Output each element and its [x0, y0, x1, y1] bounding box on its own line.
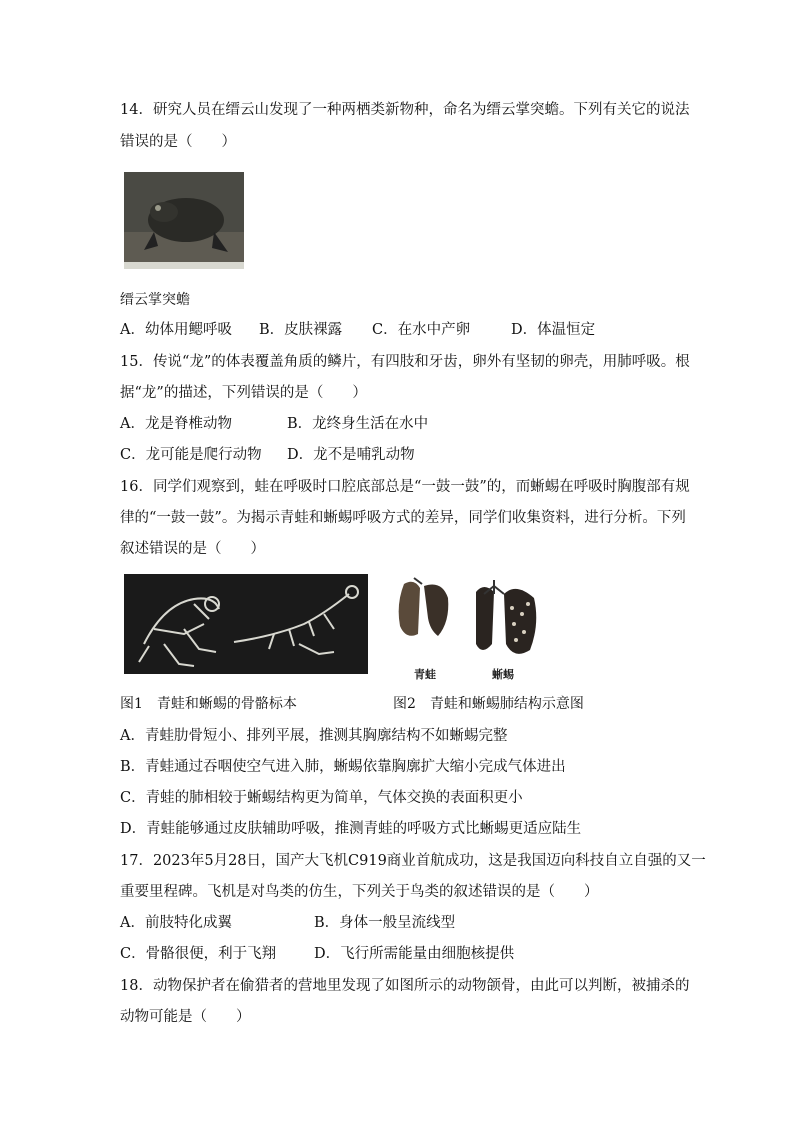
- q18-stem-line2: 动物可能是（ ）: [120, 1009, 251, 1025]
- q16-option-a[interactable]: A．青蛙肋骨短小、排列平展，推测其胸廓结构不如蜥蜴完整: [120, 728, 508, 744]
- q16-stem-line3: 叙述错误的是（ ）: [120, 541, 265, 557]
- q15-stem-line1: 15．传说“龙”的体表覆盖角质的鳞片，有四肢和牙齿，卵外有坚韧的卵壳，用肺呼吸。根: [120, 354, 690, 370]
- q15-option-b[interactable]: B．龙终身生活在水中: [287, 416, 429, 432]
- q14-option-b[interactable]: B．皮肤裸露: [259, 322, 343, 338]
- q17-option-c[interactable]: C．骨骼很便，利于飞翔: [120, 946, 277, 962]
- q17-option-d[interactable]: D．飞行所需能量由细胞核提供: [314, 946, 515, 962]
- q17-stem-line2: 重要里程碑。飞机是对鸟类的仿生，下列关于鸟类的叙述错误的是（ ）: [120, 884, 599, 900]
- skeleton-photo: [124, 574, 368, 674]
- fig2-caption: 图2 青蛙和蜥蜴肺结构示意图: [393, 696, 584, 712]
- q16-stem-line1: 16．同学们观察到，蛙在呼吸时口腔底部总是“一鼓一鼓”的，而蜥蜴在呼吸时胸腹部有规: [120, 479, 690, 495]
- q15-option-a[interactable]: A．龙是脊椎动物: [120, 416, 232, 432]
- q17-option-a[interactable]: A．前肢特化成翼: [120, 915, 232, 931]
- lung-diagram: [384, 574, 544, 682]
- toad-caption: 缙云掌突蟾: [120, 292, 190, 308]
- q16-stem-line2: 律的“一鼓一鼓”。为揭示青蛙和蜥蜴呼吸方式的差异，同学们收集资料，进行分析。下列: [120, 510, 686, 526]
- q14-option-a[interactable]: A．幼体用鳃呼吸: [120, 322, 232, 338]
- lung-image: [384, 574, 544, 666]
- q15-stem-line2: 据“龙”的描述，下列错误的是（ ）: [120, 385, 367, 401]
- q16-option-d[interactable]: D．青蛙能够通过皮肤辅助呼吸，推测青蛙的呼吸方式比蜥蜴更适应陆生: [120, 821, 582, 837]
- q17-option-b[interactable]: B．身体一般呈流线型: [314, 915, 456, 931]
- q18-stem-line1: 18．动物保护者在偷猎者的营地里发现了如图所示的动物颌骨，由此可以判断，被捕杀的: [120, 978, 690, 994]
- q14-stem-line2: 错误的是（ ）: [120, 134, 236, 150]
- q16-option-c[interactable]: C．青蛙的肺相较于蜥蜴结构更为简单，气体交换的表面积更小: [120, 790, 523, 806]
- q14-stem-line1: 14．研究人员在缙云山发现了一种两栖类新物种，命名为缙云掌突蟾。下列有关它的说法: [120, 102, 690, 118]
- q14-option-d[interactable]: D．体温恒定: [511, 322, 596, 338]
- q14-option-c[interactable]: C．在水中产卵: [372, 322, 471, 338]
- fig1-caption: 图1 青蛙和蜥蜴的骨骼标本: [120, 696, 297, 712]
- q17-stem-line1: 17．2023年5月28日，国产大飞机C919商业首航成功，这是我国迈向科技自立自强的又一: [120, 853, 706, 869]
- q16-option-b[interactable]: B．青蛙通过吞咽使空气进入肺，蜥蜴依靠胸廓扩大缩小完成气体进出: [120, 759, 566, 775]
- q15-option-c[interactable]: C．龙可能是爬行动物: [120, 447, 262, 463]
- q15-option-d[interactable]: D．龙不是哺乳动物: [287, 447, 415, 463]
- toad-photo: [124, 172, 244, 269]
- skeleton-image: [124, 574, 368, 674]
- toad-image: [124, 172, 244, 269]
- lung-label-lizard: 蜥蜴: [492, 668, 514, 681]
- lung-label-frog: 青蛙: [414, 668, 436, 681]
